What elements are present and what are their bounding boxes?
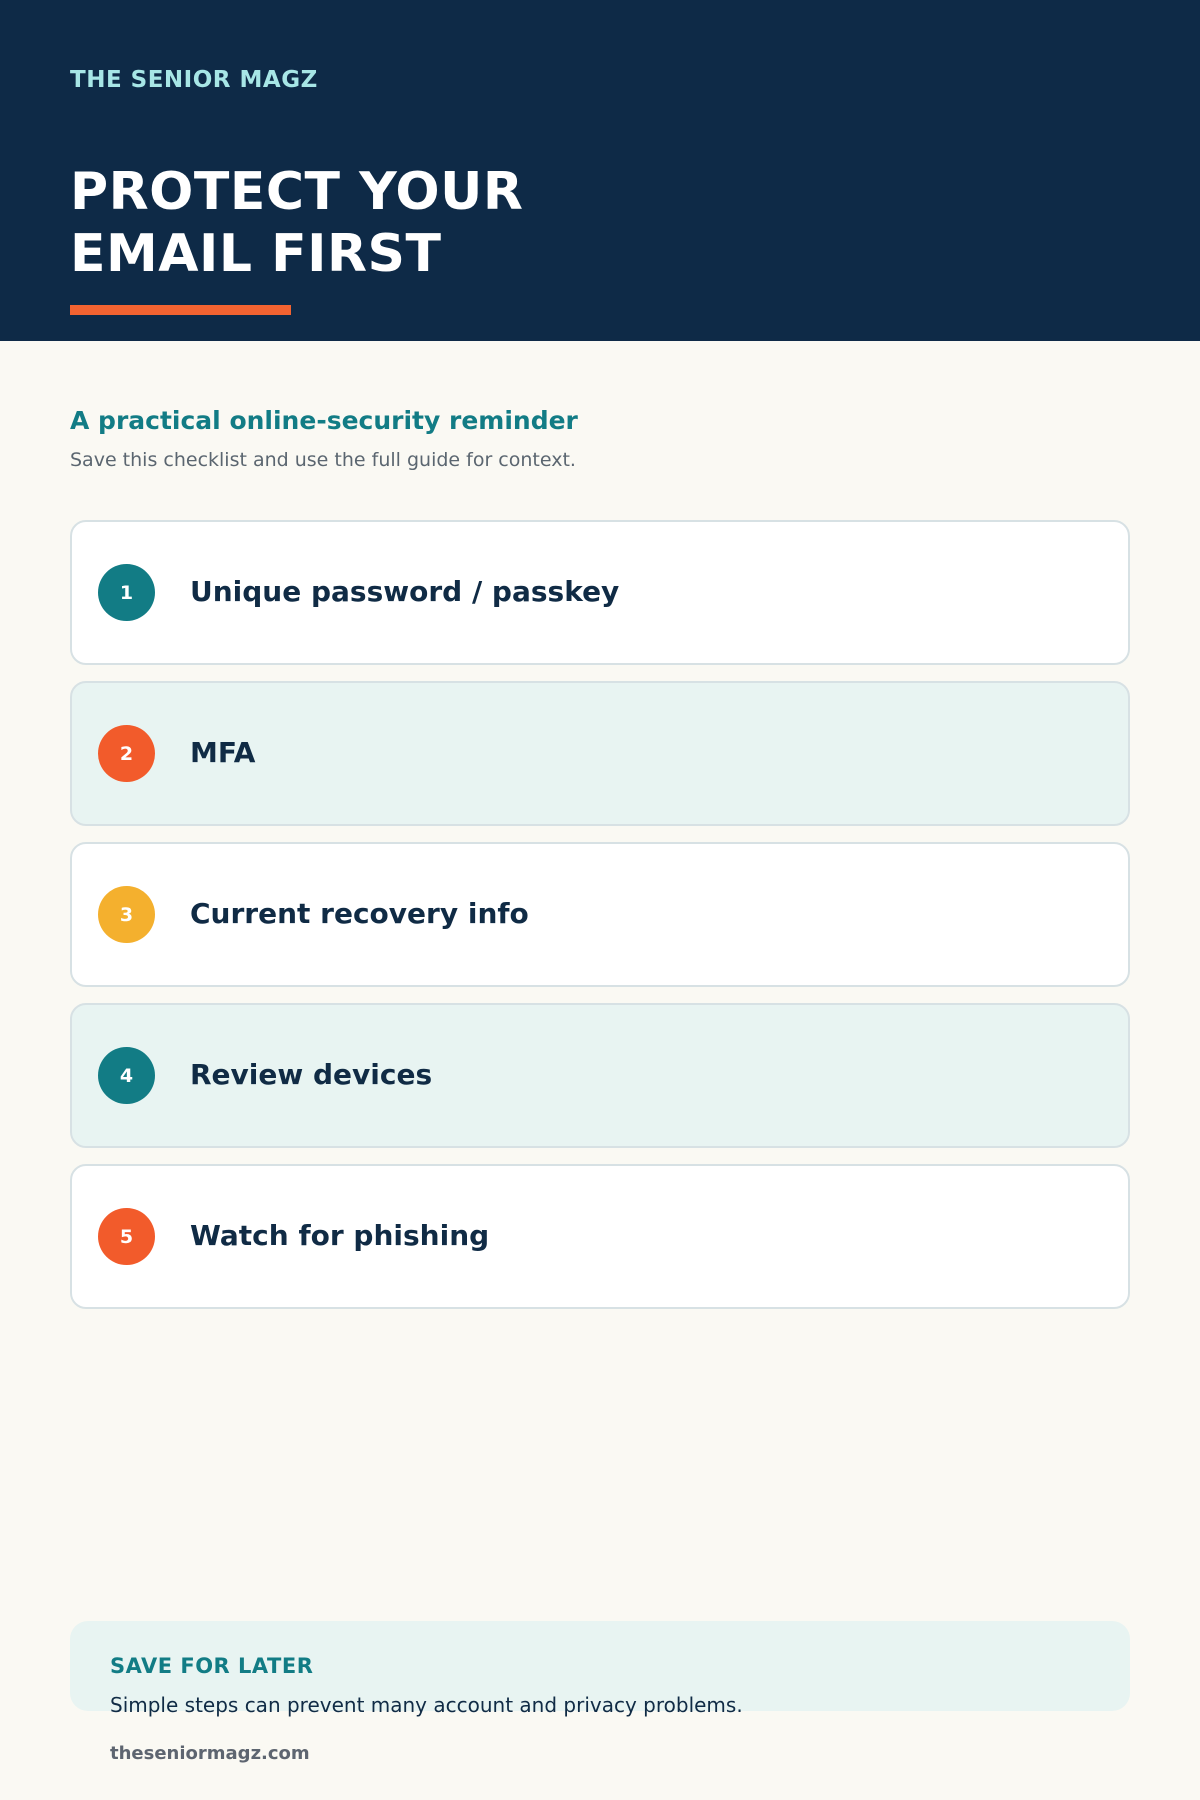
save-for-later-title: SAVE FOR LATER	[110, 1654, 314, 1678]
brand-name: THE SENIOR MAGZ	[70, 67, 318, 93]
security-checklist	[70, 520, 1130, 1325]
section-subtitle: A practical online-security reminder	[70, 405, 578, 435]
step-number-badge: 1	[98, 564, 155, 621]
save-for-later-text: Simple steps can prevent many account and privacy problems.	[110, 1693, 743, 1717]
checklist-item	[70, 1164, 1130, 1309]
checklist-item-label: Watch for phishing	[190, 1219, 490, 1252]
checklist-item	[70, 842, 1130, 987]
checklist-item-label: Unique password / passkey	[190, 575, 620, 608]
title-accent-bar	[70, 305, 291, 315]
hero-header	[0, 0, 1200, 341]
step-number-badge: 4	[98, 1047, 155, 1104]
step-number-badge: 3	[98, 886, 155, 943]
checklist-item-label: Review devices	[190, 1058, 433, 1091]
checklist-item-label: Current recovery info	[190, 897, 529, 930]
step-number-badge: 2	[98, 725, 155, 782]
site-url: theseniormagz.com	[110, 1743, 310, 1764]
page-title-line-2: EMAIL FIRST	[70, 223, 442, 284]
page-title-line-1: PROTECT YOUR	[70, 161, 524, 222]
intro-text: Save this checklist and use the full guide for context.	[70, 449, 576, 471]
checklist-item	[70, 681, 1130, 826]
step-number-badge: 5	[98, 1208, 155, 1265]
checklist-item-label: MFA	[190, 736, 256, 769]
checklist-item	[70, 520, 1130, 665]
checklist-item	[70, 1003, 1130, 1148]
page-title	[70, 161, 770, 285]
